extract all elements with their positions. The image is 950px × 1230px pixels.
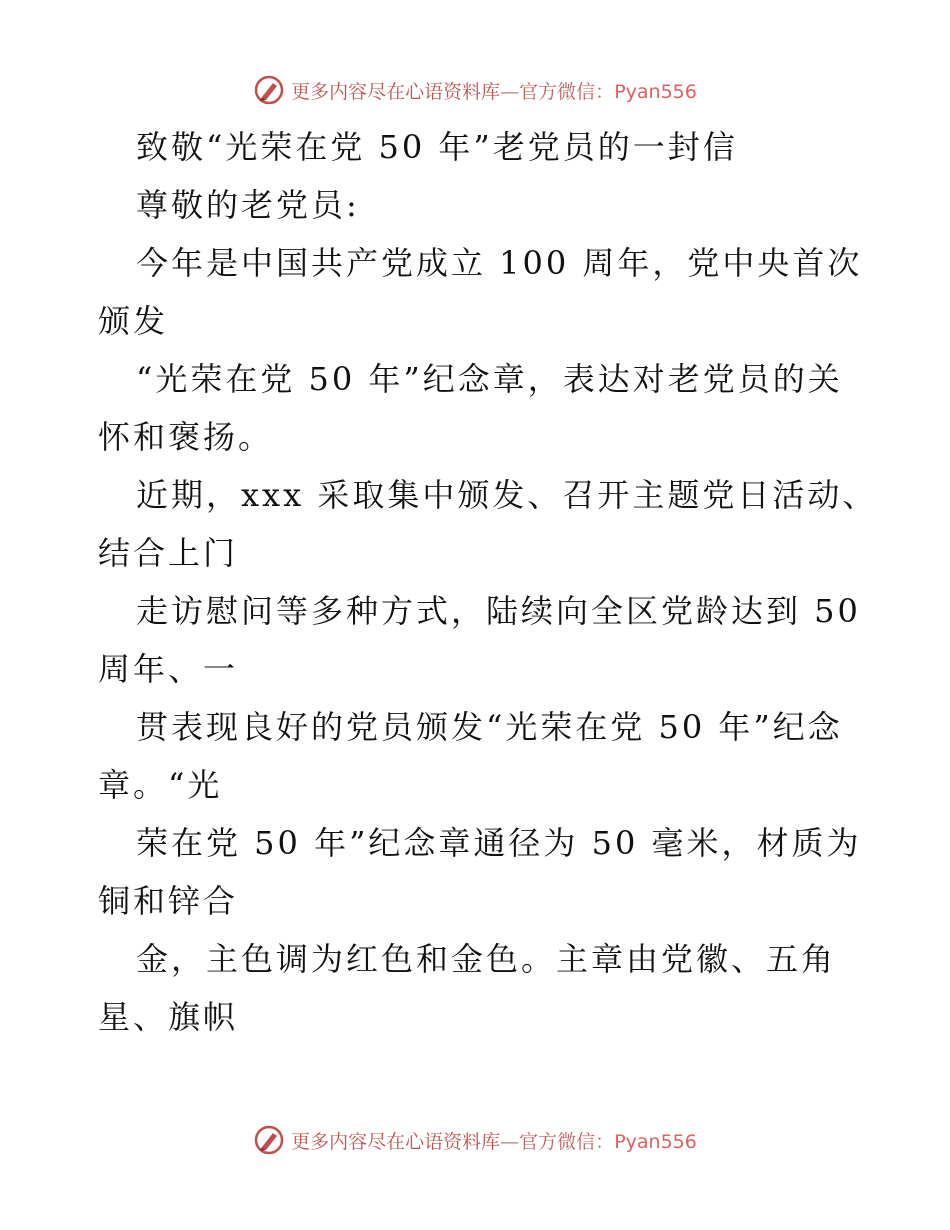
body-line: 铜和锌合 xyxy=(98,882,239,920)
body-line: 近期，xxx 采取集中颁发、召开主题党日活动、 xyxy=(136,476,878,514)
document-body xyxy=(98,118,878,1046)
watermark-site: 更多内容尽在心语资料库 xyxy=(291,1130,501,1153)
watermark-text xyxy=(291,1127,697,1154)
body-line: 结合上门 xyxy=(98,534,239,572)
watermark-header xyxy=(0,70,950,110)
body-line: 颁发 xyxy=(98,302,169,340)
body-line: 贯表现良好的党员颁发“光荣在党 50 年”纪念 xyxy=(136,708,843,746)
watermark-wechat-id: Pyan556 xyxy=(614,80,697,103)
watermark-text xyxy=(291,77,697,104)
body-line: “光荣在党 50 年”纪念章，表达对老党员的关 xyxy=(136,360,843,398)
watermark-wechat-id: Pyan556 xyxy=(614,1130,697,1153)
watermark-wechat-label: 官方微信： xyxy=(519,80,615,103)
body-line: 章。“光 xyxy=(98,766,223,804)
body-line: 星、旗帜 xyxy=(98,998,239,1036)
watermark-wechat-label: 官方微信： xyxy=(519,1130,615,1153)
body-line: 周年、一 xyxy=(98,650,239,688)
salutation: 尊敬的老党员: xyxy=(136,186,360,224)
body-line: 今年是中国共产党成立 100 周年，党中央首次 xyxy=(136,244,863,282)
document-title: 致敬“光荣在党 50 年”老党员的一封信 xyxy=(136,128,738,166)
watermark-footer xyxy=(0,1120,950,1160)
body-line: 走访慰问等多种方式，陆续向全区党龄达到 50 xyxy=(136,592,861,630)
watermark-site: 更多内容尽在心语资料库 xyxy=(291,80,501,103)
body-line: 荣在党 50 年”纪念章通径为 50 毫米，材质为 xyxy=(136,824,862,862)
pen-logo-icon xyxy=(253,74,285,106)
watermark-dash: — xyxy=(500,1130,520,1153)
body-line: 金，主色调为红色和金色。主章由党徽、五角 xyxy=(136,940,837,978)
pen-logo-icon xyxy=(253,1124,285,1156)
watermark-dash: — xyxy=(500,80,520,103)
body-line: 怀和褒扬。 xyxy=(98,418,274,456)
